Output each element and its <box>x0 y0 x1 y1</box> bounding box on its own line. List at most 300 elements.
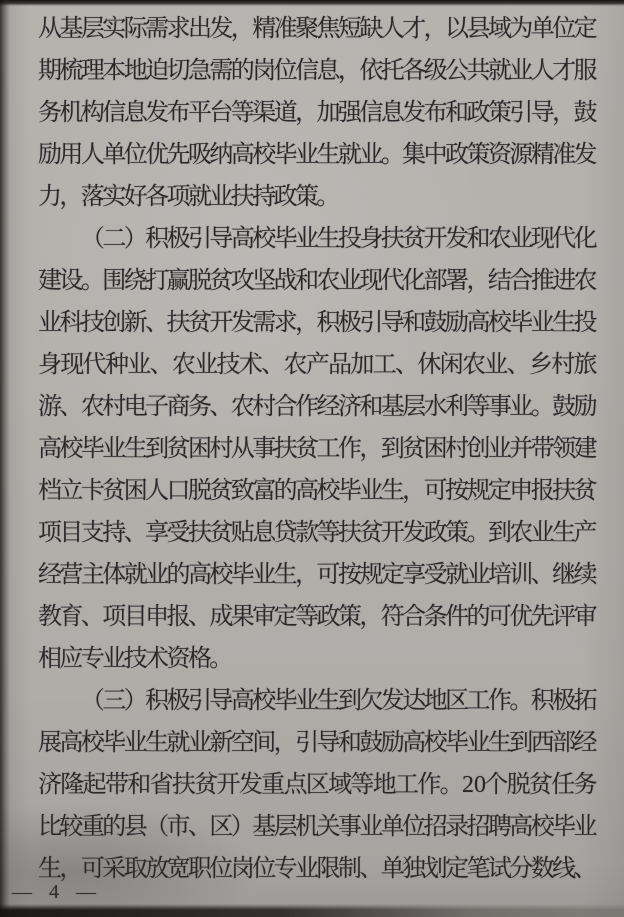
glyph: 。 <box>439 772 464 798</box>
glyph: 术 <box>238 352 263 378</box>
glyph: 等 <box>295 604 320 630</box>
glyph: 极 <box>552 688 577 714</box>
glyph: 电 <box>123 394 148 420</box>
glyph: 毕 <box>102 730 127 756</box>
glyph: 业 <box>509 394 534 420</box>
glyph: 代 <box>82 352 107 378</box>
glyph: 极 <box>166 226 191 252</box>
glyph: 闲 <box>439 352 464 378</box>
glyph: 贫 <box>166 436 191 462</box>
glyph: 可 <box>316 562 341 588</box>
glyph: 贫 <box>209 478 234 504</box>
glyph: 、 <box>359 856 384 882</box>
glyph: ） <box>230 814 255 840</box>
glyph: 积 <box>145 226 170 252</box>
glyph: 等 <box>350 772 375 798</box>
glyph: 制 <box>337 856 362 882</box>
glyph: 数 <box>530 856 555 882</box>
glyph: 鼓 <box>359 730 384 756</box>
glyph: 开 <box>423 226 448 252</box>
glyph: 坚 <box>252 268 277 294</box>
glyph: 业 <box>102 646 127 672</box>
glyph: 就 <box>123 562 148 588</box>
text-line <box>38 764 598 806</box>
glyph: 训 <box>509 562 534 588</box>
glyph: 从 <box>38 16 62 42</box>
text-line <box>38 470 598 512</box>
glyph: 资 <box>166 646 191 672</box>
glyph: 位 <box>273 58 298 84</box>
glyph: 事 <box>337 814 362 840</box>
glyph: ， <box>359 604 384 630</box>
glyph: 依 <box>359 58 384 84</box>
glyph: 专 <box>80 646 105 672</box>
glyph: 务 <box>573 772 598 798</box>
glyph: 业 <box>38 310 62 336</box>
glyph: 业 <box>295 856 320 882</box>
glyph: 、 <box>395 352 419 378</box>
glyph: 。 <box>316 184 341 210</box>
glyph: 发 <box>380 688 405 714</box>
glyph: 水 <box>423 394 448 420</box>
glyph: 业 <box>573 814 598 840</box>
glyph: 进 <box>552 268 577 294</box>
glyph: 基 <box>252 814 277 840</box>
glyph: 扶 <box>273 436 298 462</box>
glyph: 导 <box>530 100 555 126</box>
glyph: 励 <box>38 142 62 168</box>
glyph: 资 <box>487 142 512 168</box>
glyph: 策 <box>337 604 362 630</box>
glyph: 渠 <box>252 100 277 126</box>
glyph: 应 <box>59 646 84 672</box>
glyph: 业 <box>359 814 384 840</box>
glyph: 关 <box>316 814 341 840</box>
glyph: 领 <box>552 436 577 462</box>
glyph: 地 <box>372 772 397 798</box>
glyph: 业 <box>123 730 148 756</box>
glyph: 校 <box>252 226 277 252</box>
glyph: 高 <box>59 730 84 756</box>
glyph: 就 <box>337 142 362 168</box>
glyph: 需 <box>145 16 170 42</box>
glyph: 贫 <box>187 310 212 336</box>
glyph: 基 <box>59 16 84 42</box>
glyph: ， <box>230 16 255 42</box>
glyph: 聘 <box>487 814 512 840</box>
glyph: 生 <box>316 226 341 252</box>
glyph: ， <box>59 856 84 882</box>
glyph: 聚 <box>295 16 320 42</box>
glyph: 审 <box>573 604 598 630</box>
glyph: 村 <box>102 394 127 420</box>
glyph: 鼓 <box>552 394 577 420</box>
glyph: 区 <box>305 772 330 798</box>
glyph: 策 <box>294 184 319 210</box>
glyph: 分 <box>509 856 534 882</box>
glyph: 业 <box>145 562 170 588</box>
glyph: 工 <box>316 436 341 462</box>
glyph: 定 <box>380 562 405 588</box>
glyph: 源 <box>509 142 534 168</box>
glyph: ， <box>273 730 298 756</box>
glyph: 、 <box>145 310 170 336</box>
glyph: 部 <box>423 268 448 294</box>
glyph: 村 <box>252 394 277 420</box>
glyph: 贫 <box>402 436 427 462</box>
glyph: 定 <box>445 856 470 882</box>
glyph: 定 <box>573 16 598 42</box>
glyph: 县 <box>466 16 491 42</box>
glyph: 致 <box>230 478 255 504</box>
glyph: 线 <box>552 856 577 882</box>
glyph: 实 <box>102 184 127 210</box>
glyph: ， <box>552 100 577 126</box>
glyph: 人 <box>145 478 170 504</box>
glyph: 市 <box>166 814 191 840</box>
glyph: 毕 <box>509 310 534 336</box>
glyph: 困 <box>187 436 212 462</box>
glyph: 位 <box>552 16 577 42</box>
glyph: 笔 <box>466 856 491 882</box>
glyph: 和 <box>295 268 320 294</box>
text-line <box>38 806 598 848</box>
glyph: 目 <box>123 604 148 630</box>
glyph: 农 <box>283 352 308 378</box>
glyph: 机 <box>295 814 320 840</box>
glyph: 业 <box>484 352 509 378</box>
glyph: 续 <box>573 562 598 588</box>
glyph: 合 <box>273 394 298 420</box>
glyph: 位 <box>402 814 427 840</box>
glyph: 用 <box>59 142 84 168</box>
glyph: 利 <box>445 394 470 420</box>
glyph: 公 <box>445 58 470 84</box>
glyph: 现 <box>530 226 555 252</box>
glyph: 业 <box>295 142 320 168</box>
glyph: 开 <box>380 520 405 546</box>
glyph: 布 <box>166 100 191 126</box>
glyph: 等 <box>466 394 491 420</box>
glyph: 村 <box>445 436 470 462</box>
glyph: 优 <box>145 142 170 168</box>
glyph: 高 <box>230 142 255 168</box>
glyph: 限 <box>316 856 341 882</box>
glyph: 并 <box>509 436 534 462</box>
glyph: 困 <box>123 478 148 504</box>
glyph: 任 <box>551 772 576 798</box>
glyph: 宽 <box>166 856 191 882</box>
glyph: 村 <box>209 436 234 462</box>
glyph: 位 <box>252 856 277 882</box>
glyph: 精 <box>530 142 555 168</box>
glyph: 区 <box>209 814 234 840</box>
glyph: 业 <box>187 730 212 756</box>
glyph: 加 <box>350 352 375 378</box>
glyph: 和 <box>337 730 362 756</box>
glyph: 报 <box>530 478 555 504</box>
glyph: 培 <box>487 562 512 588</box>
glyph: 署 <box>445 268 470 294</box>
glyph: 理 <box>80 58 105 84</box>
glyph: 欠 <box>359 688 384 714</box>
glyph: 事 <box>487 394 512 420</box>
glyph: 信 <box>102 100 127 126</box>
glyph: 。 <box>80 268 105 294</box>
glyph: 贫 <box>209 268 234 294</box>
glyph: 息 <box>123 100 148 126</box>
glyph: 贫 <box>194 772 219 798</box>
glyph: 实 <box>102 16 127 42</box>
glyph: 20 <box>461 772 486 798</box>
glyph: 达 <box>402 688 427 714</box>
glyph: 作 <box>295 394 320 420</box>
glyph: 档 <box>38 478 62 504</box>
glyph: 就 <box>166 730 191 756</box>
glyph: 扶 <box>552 478 577 504</box>
glyph: 乡 <box>528 352 553 378</box>
text-line <box>38 50 598 92</box>
glyph: 农 <box>230 394 255 420</box>
glyph: 高 <box>466 310 491 336</box>
glyph: 招 <box>423 814 448 840</box>
glyph: 、 <box>530 562 555 588</box>
glyph: 单 <box>530 16 555 42</box>
glyph: 按 <box>445 478 470 504</box>
glyph: 引 <box>188 226 212 252</box>
glyph: 、 <box>506 352 531 378</box>
glyph: （ <box>80 226 105 252</box>
glyph: 二 <box>102 226 127 252</box>
glyph: 款 <box>295 520 320 546</box>
glyph: 毕 <box>273 688 298 714</box>
glyph: 扶 <box>166 310 191 336</box>
glyph: 工 <box>395 772 419 798</box>
glyph: 贫 <box>528 772 553 798</box>
glyph: 。 <box>380 142 405 168</box>
text-line <box>38 8 598 50</box>
glyph: 打 <box>145 268 170 294</box>
glyph: 。 <box>209 646 234 672</box>
glyph: 农 <box>80 394 105 420</box>
glyph: 脱 <box>187 478 212 504</box>
glyph: ， <box>295 100 320 126</box>
glyph: 需 <box>252 310 277 336</box>
glyph: 产 <box>305 352 330 378</box>
glyph: 政 <box>445 142 470 168</box>
glyph: 享 <box>402 562 427 588</box>
glyph: 发 <box>145 100 170 126</box>
glyph: 相 <box>38 646 62 672</box>
glyph: 推 <box>530 268 555 294</box>
glyph: 业 <box>359 142 384 168</box>
glyph: 高 <box>187 562 212 588</box>
text-line <box>38 512 598 554</box>
glyph: 代 <box>552 226 577 252</box>
glyph: 强 <box>337 100 362 126</box>
glyph: 合 <box>402 604 427 630</box>
glyph: 游 <box>38 394 62 420</box>
glyph: 展 <box>38 730 62 756</box>
glyph: 层 <box>402 394 427 420</box>
glyph: 教 <box>38 604 62 630</box>
glyph: 业 <box>509 58 534 84</box>
glyph: 准 <box>273 16 298 42</box>
glyph: 济 <box>38 772 62 798</box>
glyph: 录 <box>445 814 470 840</box>
glyph: 按 <box>337 562 362 588</box>
glyph: 贫 <box>573 478 598 504</box>
glyph: 道 <box>273 100 298 126</box>
glyph: 毕 <box>80 436 105 462</box>
glyph: 毕 <box>337 478 362 504</box>
glyph: 就 <box>445 562 470 588</box>
glyph: 力 <box>38 184 62 210</box>
glyph: 单 <box>380 814 405 840</box>
glyph: 、 <box>149 352 174 378</box>
glyph: 到 <box>509 730 534 756</box>
glyph: 可 <box>423 478 448 504</box>
glyph: 富 <box>252 478 277 504</box>
glyph: 生 <box>552 520 577 546</box>
glyph: 业 <box>252 562 277 588</box>
text-line <box>38 302 598 344</box>
glyph: 工 <box>466 688 491 714</box>
glyph: 现 <box>60 352 85 378</box>
glyph: 校 <box>423 730 448 756</box>
glyph: 西 <box>530 730 555 756</box>
glyph: 投 <box>573 310 598 336</box>
glyph: 比 <box>38 814 62 840</box>
glyph: 发 <box>209 16 234 42</box>
glyph: 引 <box>188 688 212 714</box>
glyph: 战 <box>273 268 298 294</box>
scan-edge-top <box>0 0 624 6</box>
glyph: 创 <box>466 436 491 462</box>
glyph: 业 <box>295 688 320 714</box>
glyph: 代 <box>380 268 405 294</box>
glyph: 导 <box>316 730 341 756</box>
glyph: 条 <box>423 604 448 630</box>
glyph: 励 <box>380 730 405 756</box>
glyph: 定 <box>487 478 512 504</box>
glyph: 空 <box>230 730 255 756</box>
glyph: 极 <box>166 688 191 714</box>
glyph: 级 <box>423 58 448 84</box>
glyph: ， <box>359 436 384 462</box>
glyph: 极 <box>337 310 362 336</box>
glyph: 卡 <box>80 478 105 504</box>
glyph: 导 <box>380 310 405 336</box>
glyph: 积 <box>145 688 170 714</box>
glyph: 旅 <box>573 352 598 378</box>
glyph: 开 <box>216 772 241 798</box>
text-line <box>38 554 598 596</box>
glyph: 划 <box>423 856 448 882</box>
glyph: 享 <box>145 520 170 546</box>
glyph: 重 <box>80 814 105 840</box>
text-line <box>38 596 598 638</box>
glyph: 业 <box>359 478 384 504</box>
glyph: 创 <box>102 310 127 336</box>
glyph: 建 <box>38 268 62 294</box>
glyph: 就 <box>487 58 512 84</box>
glyph: 点 <box>283 772 308 798</box>
glyph: 拓 <box>573 688 598 714</box>
scan-edge-bottom <box>0 904 624 917</box>
glyph: 身 <box>359 226 384 252</box>
glyph: 部 <box>552 730 577 756</box>
glyph: 发 <box>445 226 470 252</box>
glyph: 业 <box>102 436 127 462</box>
glyph: 设 <box>59 268 84 294</box>
glyph: 地 <box>423 688 448 714</box>
glyph: 经 <box>38 562 62 588</box>
glyph: 好 <box>123 184 148 210</box>
glyph: 口 <box>166 478 191 504</box>
glyph: 业 <box>466 730 491 756</box>
glyph: 等 <box>316 520 341 546</box>
glyph: 到 <box>337 688 362 714</box>
document-body <box>38 8 598 890</box>
glyph: 独 <box>402 856 427 882</box>
text-line <box>38 344 598 386</box>
glyph: 贫 <box>402 226 427 252</box>
glyph: 规 <box>466 478 491 504</box>
glyph: 的 <box>102 814 127 840</box>
glyph: 精 <box>252 16 277 42</box>
glyph: 到 <box>145 436 170 462</box>
glyph: 贫 <box>209 520 234 546</box>
glyph: 岗 <box>230 856 255 882</box>
glyph: 投 <box>337 226 362 252</box>
glyph: 托 <box>380 58 405 84</box>
glyph: 求 <box>273 310 298 336</box>
glyph: 个 <box>484 772 509 798</box>
glyph: 高 <box>230 226 255 252</box>
glyph: 励 <box>445 310 470 336</box>
glyph: 。 <box>466 520 491 546</box>
glyph: 层 <box>273 814 298 840</box>
glyph: 生 <box>123 436 148 462</box>
glyph: 贴 <box>230 520 255 546</box>
glyph: 继 <box>552 562 577 588</box>
scan-edge-left <box>0 0 10 917</box>
glyph: 毕 <box>273 142 298 168</box>
glyph: ， <box>337 58 362 84</box>
glyph: 农 <box>171 352 196 378</box>
glyph: 校 <box>316 478 341 504</box>
glyph: 政 <box>423 520 448 546</box>
glyph: 高 <box>38 436 62 462</box>
glyph: 层 <box>80 16 105 42</box>
glyph: 三 <box>102 688 127 714</box>
glyph: 高 <box>230 688 255 714</box>
glyph: 先 <box>530 604 555 630</box>
glyph: 申 <box>145 604 170 630</box>
glyph: 加 <box>316 100 341 126</box>
glyph: 单 <box>380 856 405 882</box>
text-line <box>38 638 595 680</box>
glyph: 毕 <box>552 814 577 840</box>
glyph: 发 <box>402 520 427 546</box>
glyph: 扶 <box>380 226 405 252</box>
glyph: 的 <box>166 562 191 588</box>
glyph: 人 <box>380 16 405 42</box>
glyph: ， <box>402 478 427 504</box>
glyph: 切 <box>166 58 191 84</box>
glyph: 优 <box>509 604 534 630</box>
